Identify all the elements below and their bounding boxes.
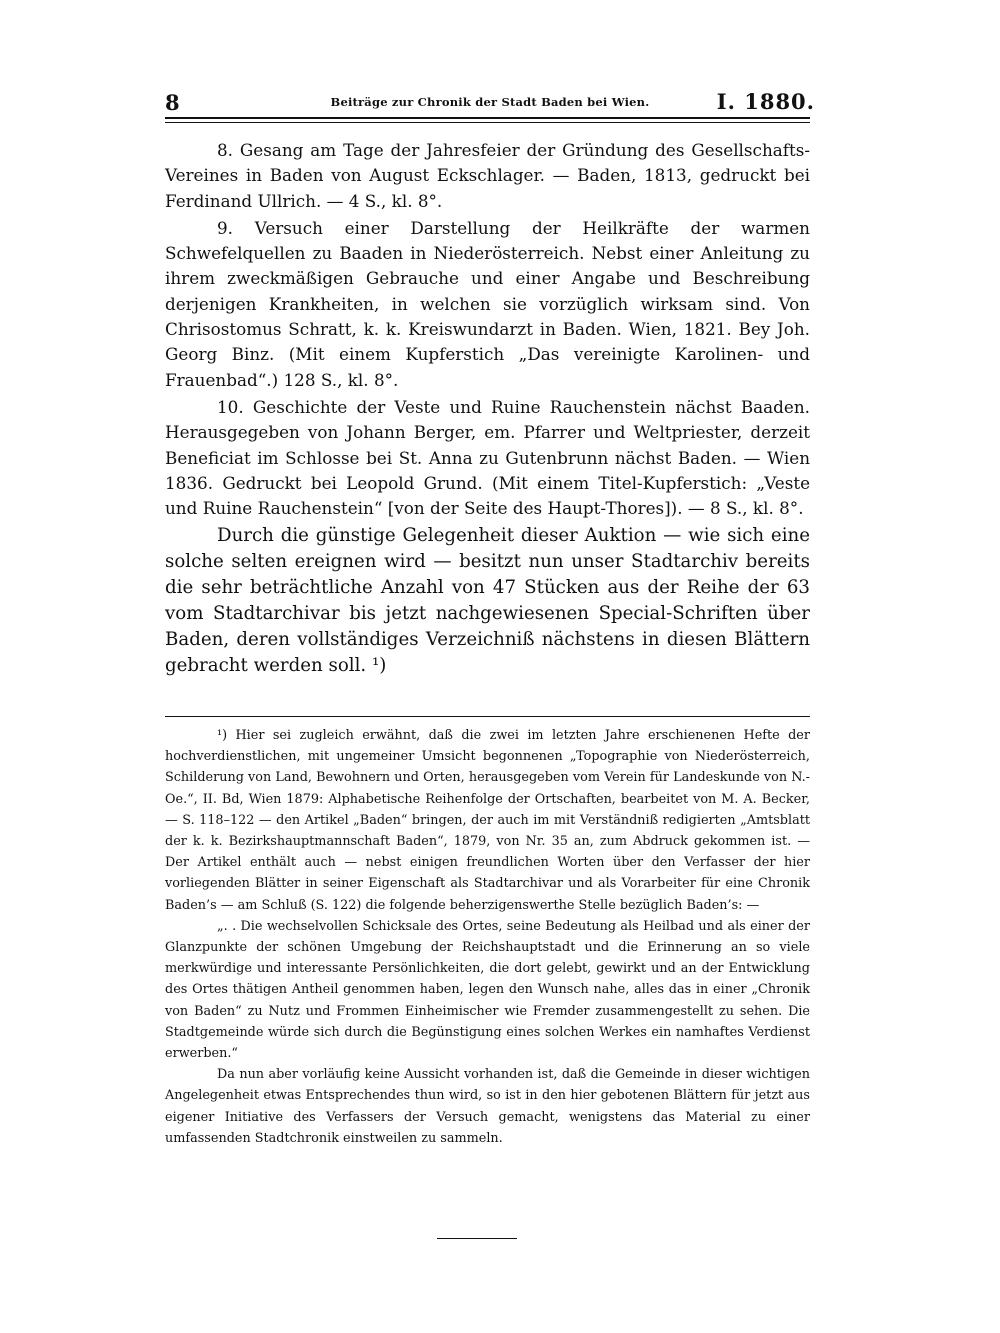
footnote-closing: Da nun aber vorläufig keine Aussicht vorhanden ist, daß die Gemeinde in dieser wichtigen Angelegenheit etwas Entsprechendes thun wird, so ist in den hier gebotenen Blättern für jetzt aus eigener Initiative des Verfassers der Versuch gemacht, wenigstens das Material zu einer umfassenden Stadtchronik einstweilen zu sammeln.: [165, 1067, 810, 1146]
page-number: 8: [165, 90, 180, 115]
footnote-quote: „. . Die wechselvollen Schicksale des Ortes, seine Bedeutung als Heilbad und als einer der Glanzpunkte der schönen Umgebung der Reichshauptstadt und die Erinnerung an so viele merkwürdige und interessante Persönlichkeiten, die dort gelebt, gewirkt und an der Entwicklung des Ortes thätigen Antheil genommen haben, legen den Wunsch nahe, alles das in einer „Chronik von Baden“ zu Nutz und Frommen Einheimischer wie Fremder zusammengestellt zu sehen. Die Stadtgemeinde würde sich durch die Begünstigung eines solchen Werkes ein namhaftes Verdienst erwerben.“: [165, 918, 810, 1062]
footnotes: [165, 725, 810, 1149]
volume-year: I. 1880.: [716, 89, 815, 114]
bibliography-entry-8: 8. Gesang am Tage der Jahresfeier der Gründung des Gesellschafts-Vereines in Baden von August Eckschlager. — Baden, 1813, gedruckt bei Ferdinand Ullrich. — 4 S., kl. 8°.: [165, 140, 810, 211]
running-title: Beiträge zur Chronik der Stadt Baden bei Wien.: [330, 95, 650, 109]
bibliography-entry-10: 10. Geschichte der Veste und Ruine Rauchenstein nächst Baaden. Herausgegeben von Johann Berger, em. Pfarrer und Weltpriester, derzeit Beneficiat im Schlosse bei St. Anna zu Gutenbrunn nächst Baden. — Wien 1836. Gedruckt bei Leopold Grund. (Mit einem Titel-Kupferstich: „Veste und Ruine Rauchenstein“ [von der Seite des Haupt-Thores]). — 8 S., kl. 8°.: [165, 396, 810, 519]
header-rule: [165, 117, 810, 123]
main-paragraph: Durch die günstige Gelegenheit dieser Auktion — wie sich eine solche selten ereignen wird — besitzt nun unser Stadtarchiv bereits die sehr beträchtliche Anzahl von 47 Stücken aus der Reihe der 63 vom Stadtarchivar bis jetzt nachgewiesenen Special-Schriften über Baden, deren vollständiges Verzeichniß nächstens in diesen Blättern gebracht werden soll. ¹): [165, 525, 810, 677]
bibliography-entry-9: 9. Versuch einer Darstellung der Heilkräfte der warmen Schwefelquellen zu Baaden in Niederösterreich. Nebst einer Anleitung zu ihrem zweckmäßigen Gebrauche und einer Angabe und Beschreibung derjenigen Krankheiten, in welchen sie vorzüglich wirksam sind. Von Chrisostomus Schratt, k. k. Kreiswundarzt in Baden. Wien, 1821. Bey Joh. Georg Binz. (Mit einem Kupferstich „Das vereinigte Karolinen- und Frauenbad“.) 128 S., kl. 8°.: [165, 217, 810, 390]
footnote-1: ¹) Hier sei zugleich erwähnt, daß die zwei im letzten Jahre erschienenen Hefte der hochverdienstlichen, mit ungemeiner Umsicht begonnenen „Topographie von Niederösterreich, Schilderung von Land, Bewohnern und Orten, herausgegeben vom Verein für Landeskunde von N.-Oe.“, II. Bd, Wien 1879: Alphabetische Reihenfolge der Ortschaften, bearbeitet von M. A. Becker, — S. 118–122 — den Artikel „Baden“ bringen, der auch im mit Verständniß redigierten „Amtsblatt der k. k. Bezirkshauptmannschaft Baden“, 1879, von Nr. 35 an, zum Abdruck gekommen ist. — Der Artikel enthält auch — nebst einigen freundlichen Worten über den Verfasser der hier vorliegenden Blätter in seiner Eigenschaft als Stadtarchivar und als Vorarbeiter für eine Chronik Baden’s — am Schluß (S. 122) die folgende beherzigenswerthe Stelle bezüglich Baden’s: —: [165, 728, 810, 913]
page-header: [165, 90, 815, 120]
footnote-rule: [165, 716, 810, 717]
end-rule: [437, 1238, 517, 1239]
main-text: [165, 138, 810, 679]
